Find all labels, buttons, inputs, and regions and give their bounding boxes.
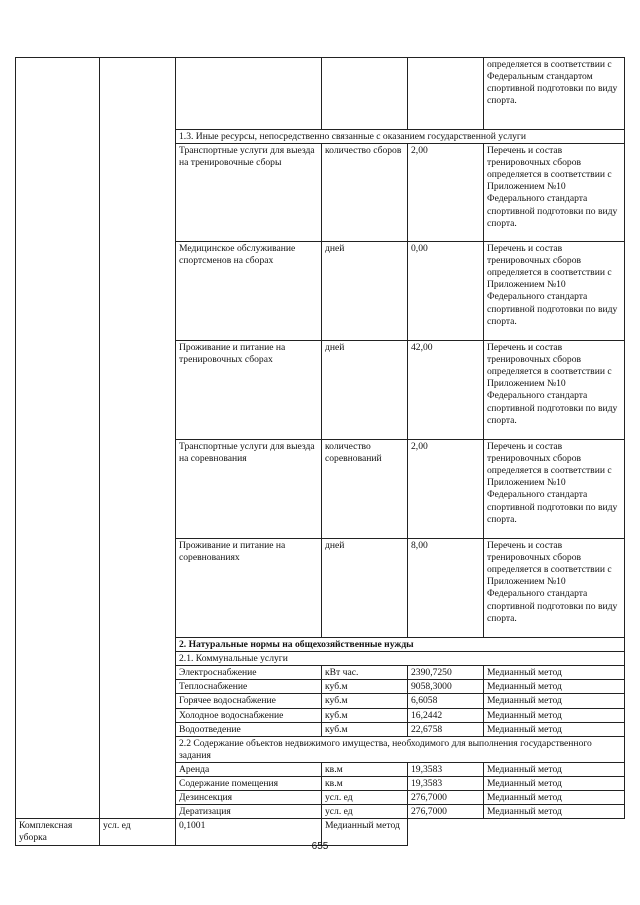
name-cell: Содержание помещения (176, 777, 322, 791)
name-cell: Проживание и питание на тренировочных сборах (176, 341, 322, 440)
norms-table (15, 57, 625, 846)
value-cell: 0,00 (408, 242, 484, 341)
note-cell: определяется в соответствии с Федеральным стандартом спортивной подготовки по виду спорта. (484, 58, 625, 130)
value-cell: 19,3583 (408, 762, 484, 776)
unit-cell: дней (322, 341, 408, 440)
value-cell: 6,6058 (408, 694, 484, 708)
unit-cell: кв.м (322, 777, 408, 791)
value-cell: 8,00 (408, 539, 484, 638)
section-heading: 1.3. Иные ресурсы, непосредственно связанные с оказанием государственной услуги (176, 130, 625, 144)
value-cell: 22,6758 (408, 722, 484, 736)
value-cell: 276,7000 (408, 805, 484, 819)
value-cell: 16,2442 (408, 708, 484, 722)
name-cell: Дератизация (176, 805, 322, 819)
name-cell: Комплексная уборка (16, 819, 100, 845)
unit-cell: усл. ед (322, 805, 408, 819)
unit-cell: дней (322, 539, 408, 638)
name-cell: Холодное водоснабжение (176, 708, 322, 722)
note-cell: Перечень и состав тренировочных сборов определяется в соответствии с Приложением №10 Федерального стандарта спортивной подготовки по виду спорта. (484, 341, 625, 440)
unit-cell: кв.м (322, 762, 408, 776)
unit-cell: куб.м (322, 722, 408, 736)
section-heading: 2.2 Содержание объектов недвижимого имущества, необходимого для выполнения государственного задания (176, 736, 625, 762)
note-cell: Медианный метод (484, 791, 625, 805)
name-cell: Горячее водоснабжение (176, 694, 322, 708)
unit-cell: куб.м (322, 680, 408, 694)
name-cell: Дезинсекция (176, 791, 322, 805)
note-cell: Медианный метод (484, 666, 625, 680)
merged-column-2 (100, 58, 176, 819)
value-cell: 2,00 (408, 144, 484, 242)
merged-column-1 (16, 58, 100, 819)
section-heading: 2. Натуральные нормы на общехозяйственные нужды (176, 638, 625, 652)
name-cell: Проживание и питание на соревнованиях (176, 539, 322, 638)
note-cell: Медианный метод (484, 708, 625, 722)
note-cell: Перечень и состав тренировочных сборов определяется в соответствии с Приложением №10 Федерального стандарта спортивной подготовки по виду спорта. (484, 440, 625, 539)
table-row (16, 58, 625, 130)
page-number: 655 (311, 841, 329, 852)
note-cell: Медианный метод (484, 694, 625, 708)
unit-cell: количество соревнований (322, 440, 408, 539)
unit-cell: усл. ед (322, 791, 408, 805)
name-cell: Аренда (176, 762, 322, 776)
name-cell: Электроснабжение (176, 666, 322, 680)
unit-cell: количество сборов (322, 144, 408, 242)
note-cell: Медианный метод (484, 777, 625, 791)
unit-cell: усл. ед (100, 819, 176, 845)
value-cell: 9058,3000 (408, 680, 484, 694)
note-cell: Медианный метод (484, 805, 625, 819)
name-cell: Медицинское обслуживание спортсменов на сборах (176, 242, 322, 341)
value-cell: 0,1001 (176, 819, 322, 845)
value-cell: 276,7000 (408, 791, 484, 805)
name-cell: Транспортные услуги для выезда на тренировочные сборы (176, 144, 322, 242)
section-heading: 2.1. Коммунальные услуги (176, 652, 625, 666)
value-cell: 2390,7250 (408, 666, 484, 680)
unit-cell: кВт час. (322, 666, 408, 680)
note-cell: Медианный метод (484, 680, 625, 694)
note-cell: Перечень и состав тренировочных сборов определяется в соответствии с Приложением №10 Федерального стандарта спортивной подготовки по виду спорта. (484, 144, 625, 242)
value-cell: 19,3583 (408, 777, 484, 791)
value-cell: 2,00 (408, 440, 484, 539)
unit-cell: куб.м (322, 694, 408, 708)
value-cell: 42,00 (408, 341, 484, 440)
note-cell: Медианный метод (484, 762, 625, 776)
unit-cell: куб.м (322, 708, 408, 722)
unit-cell: дней (322, 242, 408, 341)
note-cell: Перечень и состав тренировочных сборов определяется в соответствии с Приложением №10 Федерального стандарта спортивной подготовки по виду спорта. (484, 242, 625, 341)
name-cell: Теплоснабжение (176, 680, 322, 694)
note-cell: Медианный метод (484, 722, 625, 736)
name-cell: Транспортные услуги для выезда на соревнования (176, 440, 322, 539)
name-cell: Водоотведение (176, 722, 322, 736)
note-cell: Перечень и состав тренировочных сборов определяется в соответствии с Приложением №10 Федерального стандарта спортивной подготовки по виду спорта. (484, 539, 625, 638)
note-cell: Медианный метод (322, 819, 408, 845)
